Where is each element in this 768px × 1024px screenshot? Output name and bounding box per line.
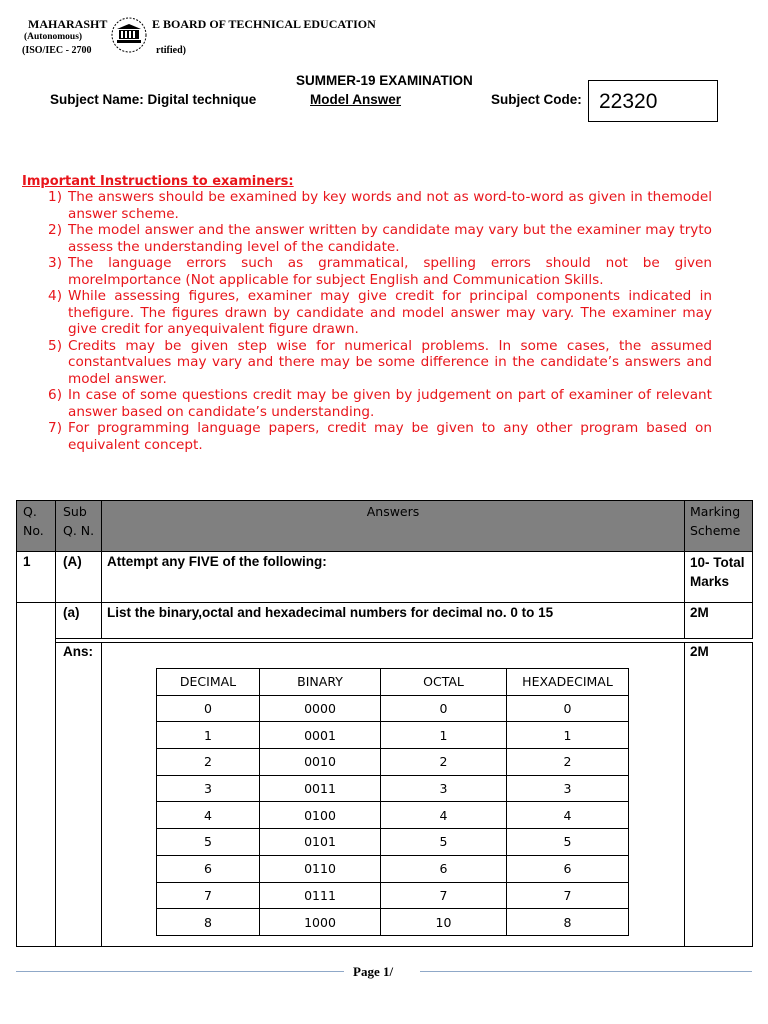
row1-qno-cell (16, 551, 56, 603)
table-row (157, 749, 629, 776)
row3-ans-label: Ans: (63, 644, 93, 659)
binary-value: 0111 (260, 882, 381, 909)
binary-value: 0100 (260, 802, 381, 829)
decimal-value: 6 (157, 855, 260, 882)
binary-value: 0000 (260, 695, 381, 722)
col-binary-header: BINARY (260, 669, 381, 696)
table-row (157, 909, 629, 936)
decimal-value: 2 (157, 749, 260, 776)
hex-value: 2 (507, 749, 629, 776)
iso-label: (ISO/IEC - 2700 (22, 45, 92, 56)
row2-qno-cell (16, 602, 56, 947)
octal-value: 0 (381, 695, 507, 722)
octal-value: 4 (381, 802, 507, 829)
octal-value: 5 (381, 829, 507, 856)
subject-name: Subject Name: Digital technique (50, 92, 257, 107)
octal-value: 2 (381, 749, 507, 776)
binary-value: 0001 (260, 722, 381, 749)
hex-value: 5 (507, 829, 629, 856)
hex-value: 4 (507, 802, 629, 829)
binary-value: 0110 (260, 855, 381, 882)
instructions-list (22, 189, 712, 453)
hex-value: 8 (507, 909, 629, 936)
binary-value: 1000 (260, 909, 381, 936)
hex-value: 3 (507, 775, 629, 802)
octal-value: 6 (381, 855, 507, 882)
page-number: Page 1/ (353, 964, 394, 979)
decimal-value: 7 (157, 882, 260, 909)
instruction-item: 7) For programming language papers, credit may be given to any other program based on equivalent concept. (48, 420, 712, 453)
table-row (157, 695, 629, 722)
exam-title: SUMMER-19 EXAMINATION (296, 73, 473, 88)
instructions-title: Important Instructions to examiners: (22, 174, 294, 189)
row1-marks: 10- Total Marks (690, 555, 745, 589)
instruction-item: 6) In case of some questions credit may be given by judgement on part of examiner of relevant answer based on candidate’s understanding. (48, 387, 712, 420)
row1-subq: (A) (63, 554, 82, 569)
subject-code-label: Subject Code: (491, 92, 582, 107)
hex-value: 6 (507, 855, 629, 882)
binary-value: 0010 (260, 749, 381, 776)
binary-value: 0011 (260, 775, 381, 802)
binary-value: 0101 (260, 829, 381, 856)
org-name-left: MAHARASHT (28, 17, 108, 31)
autonomous-label: (Autonomous) (24, 32, 83, 42)
header-answers: Answers (366, 504, 420, 519)
hex-value: 7 (507, 882, 629, 909)
decimal-value: 0 (157, 695, 260, 722)
table-row (157, 802, 629, 829)
col-decimal-header: DECIMAL (157, 669, 260, 696)
footer-rule-right (420, 971, 752, 972)
conversion-header-row (157, 669, 629, 696)
row3-subq-cell (55, 642, 102, 947)
table-row (157, 722, 629, 749)
instruction-item: 3) The language errors such as grammatical, spelling errors should not be given moreImportance (Not applicable for subject English and Communication Skills. (48, 255, 712, 288)
header-subq: Sub Q. N. (63, 504, 95, 538)
decimal-value: 1 (157, 722, 260, 749)
table-row (157, 775, 629, 802)
msbte-logo (108, 16, 150, 54)
table-row (157, 855, 629, 882)
footer-rule-left (16, 971, 344, 972)
octal-value: 1 (381, 722, 507, 749)
table-row (157, 882, 629, 909)
header-qno: Q. No. (23, 504, 44, 538)
row2-question: List the binary,octal and hexadecimal numbers for decimal no. 0 to 15 (107, 605, 554, 620)
decimal-value: 4 (157, 802, 260, 829)
header-marking: Marking Scheme (690, 504, 741, 538)
instruction-item: 5) Credits may be given step wise for numerical problems. In some cases, the assumed constantvalues may vary and there may be some difference in the candidate’s answers and model answer. (48, 337, 712, 387)
row3-marks-cell (684, 642, 753, 947)
octal-value: 10 (381, 909, 507, 936)
octal-value: 7 (381, 882, 507, 909)
col-octal-header: OCTAL (381, 669, 507, 696)
hex-value: 0 (507, 695, 629, 722)
decimal-value: 8 (157, 909, 260, 936)
instruction-item: 4) While assessing figures, examiner may give credit for principal components indicated in thefigure. The figures drawn by candidate and model answer may vary. The examiner may give credit for anyequivalent figure drawn. (48, 288, 712, 337)
row1-question: Attempt any FIVE of the following: (107, 554, 327, 569)
row1-qno: 1 (23, 554, 31, 569)
subject-code-box: 22320 (588, 80, 718, 122)
decimal-value: 5 (157, 829, 260, 856)
certified-label: rtified) (156, 45, 186, 56)
row2-subq: (a) (63, 605, 80, 620)
instruction-item: 1) The answers should be examined by key words and not as word-to-word as given in themodel answer scheme. (48, 189, 712, 222)
hex-value: 1 (507, 722, 629, 749)
org-name-right: E BOARD OF TECHNICAL EDUCATION (152, 17, 376, 31)
table-row (157, 829, 629, 856)
decimal-value: 3 (157, 775, 260, 802)
col-hex-header: HEXADECIMAL (507, 669, 629, 696)
row3-marks: 2M (690, 644, 709, 659)
model-answer-label: Model Answer (310, 92, 402, 107)
row2-marks: 2M (690, 605, 709, 620)
octal-value: 3 (381, 775, 507, 802)
conversion-table (156, 668, 629, 936)
instruction-item: 2) The model answer and the answer written by candidate may vary but the examiner may tryto assess the understanding level of the candidate. (48, 222, 712, 255)
